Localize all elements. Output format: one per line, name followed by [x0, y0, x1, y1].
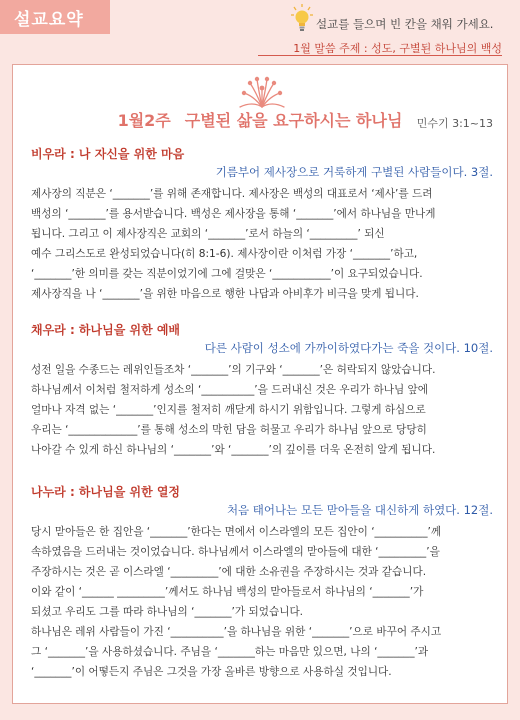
body-line: 주장하시는 것은 곧 이스라엘 ‘_________’에 대한 소유권을 주장하시는 것과 같습니다.: [31, 566, 427, 578]
sermon-card: [12, 64, 508, 704]
body-line: 우리는 ‘_____________’를 통해 성소의 막힌 담을 허물고 우리가 하나님 앞으로 당당히: [31, 424, 427, 436]
section-verse: 다른 사람이 성소에 가까이하였다가는 죽을 것이다. 10절.: [204, 341, 493, 355]
body-line: 그 ‘_______’을 사용하셨습니다. 주님을 ‘_______하는 마음만 있으면, 나의 ‘_______’과: [31, 646, 429, 658]
body-line: 예수 그리스도로 완성되었습니다(히 8:1-6). 제사장이란 이처럼 가장 ‘_______’하고,: [31, 248, 418, 260]
sermon-week: 1월2주: [117, 111, 171, 130]
lightbulb-icon: [291, 4, 313, 34]
section-body: [31, 522, 493, 682]
body-line: 하나님께서 이처럼 철저하게 성소의 ‘__________’을 드러내신 것은 우리가 하나님 앞에: [31, 384, 429, 396]
section-heading: 나누라 : 하나님을 위한 열정: [31, 485, 181, 499]
section-share: [31, 483, 493, 682]
body-line: 되셨고 우리도 그를 따라 하나님의 ‘_______’가 되었습니다.: [31, 606, 304, 618]
section-verse: 처음 태어나는 모든 맏아들을 대신하게 하였다. 12절.: [226, 503, 493, 517]
header-tab-label: 설교요약: [14, 9, 84, 30]
body-line: 제사장직을 나 ‘_______’을 위한 마음으로 행한 나답과 아비후가 비극을 맞게 됩니다.: [31, 288, 419, 300]
body-line: 성전 일을 수종드는 레위인들조차 ‘_______’의 기구와 ‘_______’은 허락되지 않았습니다.: [31, 364, 436, 376]
body-line: ‘_______’한 의미를 갖는 직분이었기에 그에 걸맞은 ‘___________’이 요구되었습니다.: [31, 268, 423, 280]
body-line: 됩니다. 그리고 이 제사장직은 교회의 ‘_______’로서 하늘의 ‘_________’ 되신: [31, 228, 385, 240]
monthly-theme: 1월 말씀 주제 : 성도, 구별된 하나님의 백성: [293, 42, 502, 55]
section-heading: 채우라 : 하나님을 위한 예배: [31, 323, 181, 337]
body-line: 얼마나 자격 없는 ‘_______’인지를 철저히 깨닫게 하시기 위함입니다. 그렇게 하심으로: [31, 404, 426, 416]
body-line: 제사장의 직분은 ‘_______’를 위해 존재합니다. 제사장은 백성의 대표로서 ‘제사’를 드려: [31, 188, 433, 200]
body-line: 하나님은 레위 사람들이 가진 ‘__________’을 하나님을 위한 ‘_______’으로 바꾸어 주시고: [31, 626, 442, 638]
lotus-icon: [236, 73, 288, 109]
section-heading: 비우라 : 나 자신을 위한 마음: [31, 147, 185, 161]
instruction-hint: 설교를 들으며 빈 칸을 채워 가세요.: [316, 17, 494, 31]
section-fill: [31, 321, 493, 460]
body-line: 속하였음을 드러내는 것이었습니다. 하나님께서 이스라엘의 맏아들에 대한 ‘_________’을: [31, 546, 440, 558]
theme-underline: [258, 55, 502, 56]
body-line: ‘_______’이 어떻든지 주님은 그것을 가장 올바른 방향으로 사용하실 것입니다.: [31, 666, 392, 678]
scripture-reference: 민수기 3:1~13: [416, 117, 493, 130]
section-verse: 기름부어 제사장으로 거룩하게 구별된 사람들이다. 3절.: [215, 165, 493, 179]
sermon-title: 구별된 삶을 요구하시는 하나님: [184, 111, 403, 130]
body-line: 백성의 ‘_______’를 용서받습니다. 백성은 제사장을 통해 ‘_______’에서 하나님을 만나게: [31, 208, 436, 220]
header-tab: [0, 0, 110, 34]
body-line: 나아갈 수 있게 하신 하나님의 ‘_______’와 ‘_______’의 깊이를 더욱 온전히 알게 됩니다.: [31, 444, 436, 456]
section-body: [31, 360, 493, 460]
section-body: [31, 184, 493, 304]
section-empty: [31, 145, 493, 304]
body-line: 당시 맏아들은 한 집안을 ‘_______’한다는 면에서 이스라엘의 모든 집안이 ‘__________’께: [31, 526, 442, 538]
body-line: 이와 같이 ‘______ _________’께서도 하나님 백성의 맏아들로서 하나님의 ‘_______’가: [31, 586, 424, 598]
